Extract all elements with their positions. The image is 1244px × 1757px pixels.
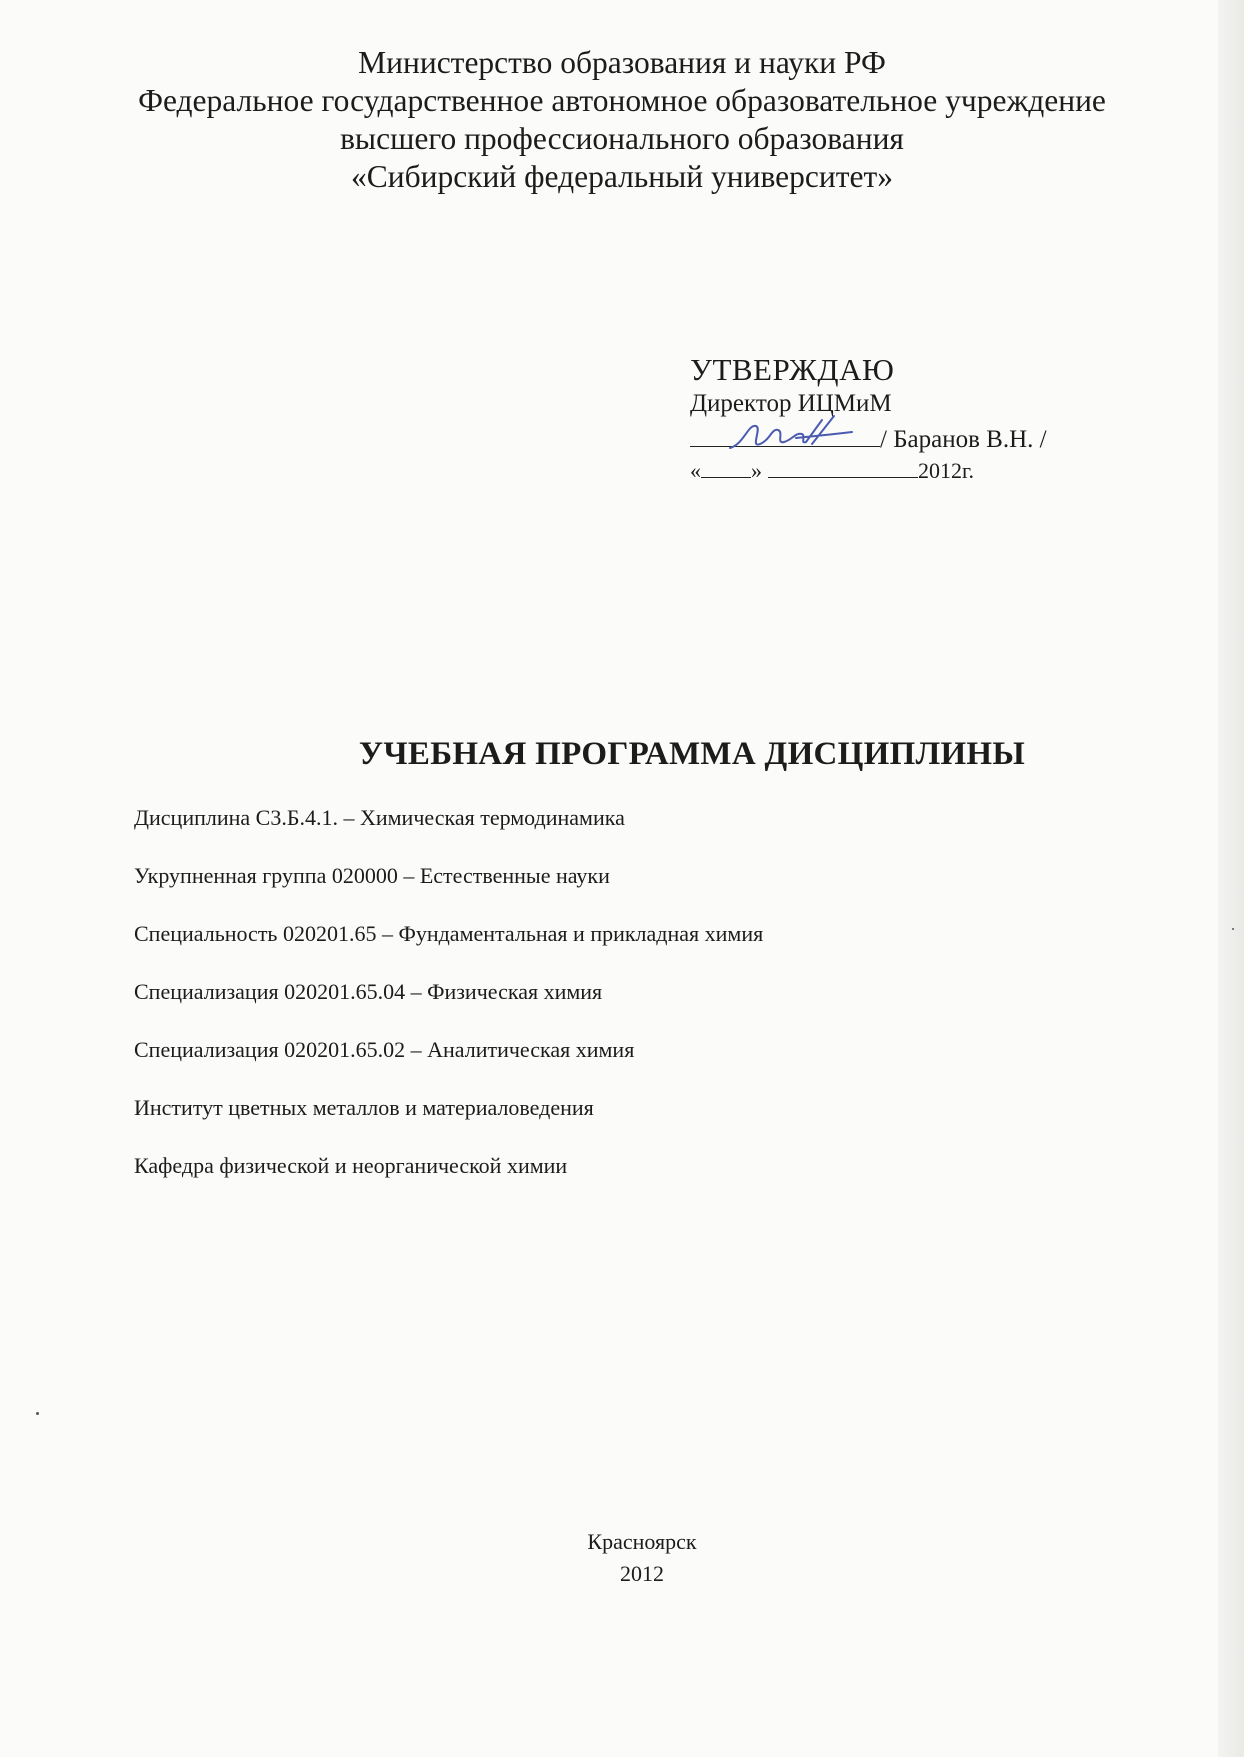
field-specialization-analytical: Специализация 020201.65.02 – Аналитическая химия — [134, 1037, 635, 1062]
approval-title: УТВЕРЖДАЮ — [690, 352, 895, 387]
field-discipline: Дисциплина С3.Б.4.1. – Химическая термодинамика — [134, 805, 625, 830]
footer-year: 2012 — [620, 1561, 664, 1586]
field-group: Укрупненная группа 020000 – Естественные науки — [134, 863, 610, 888]
field-department: Кафедра физической и неорганической химии — [134, 1153, 568, 1178]
approver-name: / Баранов В.Н. / — [880, 426, 1047, 453]
scan-edge — [1218, 0, 1244, 1757]
approval-date-line — [690, 456, 1110, 486]
document-title: УЧЕБНАЯ ПРОГРАММА ДИСЦИПЛИНЫ — [358, 736, 1026, 772]
approval-block — [690, 352, 1110, 486]
header-line-institution-type: Федеральное государственное автономное образовательное учреждение — [138, 83, 1106, 118]
field-institute: Институт цветных металлов и материаловедения — [134, 1095, 594, 1120]
program-details — [134, 804, 1134, 1210]
scan-speck — [36, 1412, 39, 1415]
ministry-header — [0, 44, 1244, 196]
field-specialty: Специальность 020201.65 – Фундаментальная и прикладная химия — [134, 921, 764, 946]
day-blank — [701, 459, 751, 478]
date-close-quote: » — [751, 458, 762, 483]
field-specialization-physical: Специализация 020201.65.04 – Физическая химия — [134, 979, 603, 1004]
header-line-ministry: Министерство образования и науки РФ — [358, 45, 886, 80]
footer-city: Красноярск — [587, 1529, 697, 1554]
handwritten-signature — [726, 414, 856, 456]
month-blank — [768, 459, 918, 478]
date-open-quote: « — [690, 458, 701, 483]
header-line-education-level: высшего профессионального образования — [340, 121, 904, 156]
signature-line — [690, 420, 1110, 456]
header-line-university: «Сибирский федеральный университет» — [351, 159, 893, 194]
approval-role: Директор ИЦМиМ — [690, 390, 892, 417]
date-year: 2012г. — [918, 458, 975, 483]
signature-underline — [690, 420, 880, 447]
footer — [0, 1526, 1244, 1590]
scan-speck — [1232, 928, 1234, 930]
